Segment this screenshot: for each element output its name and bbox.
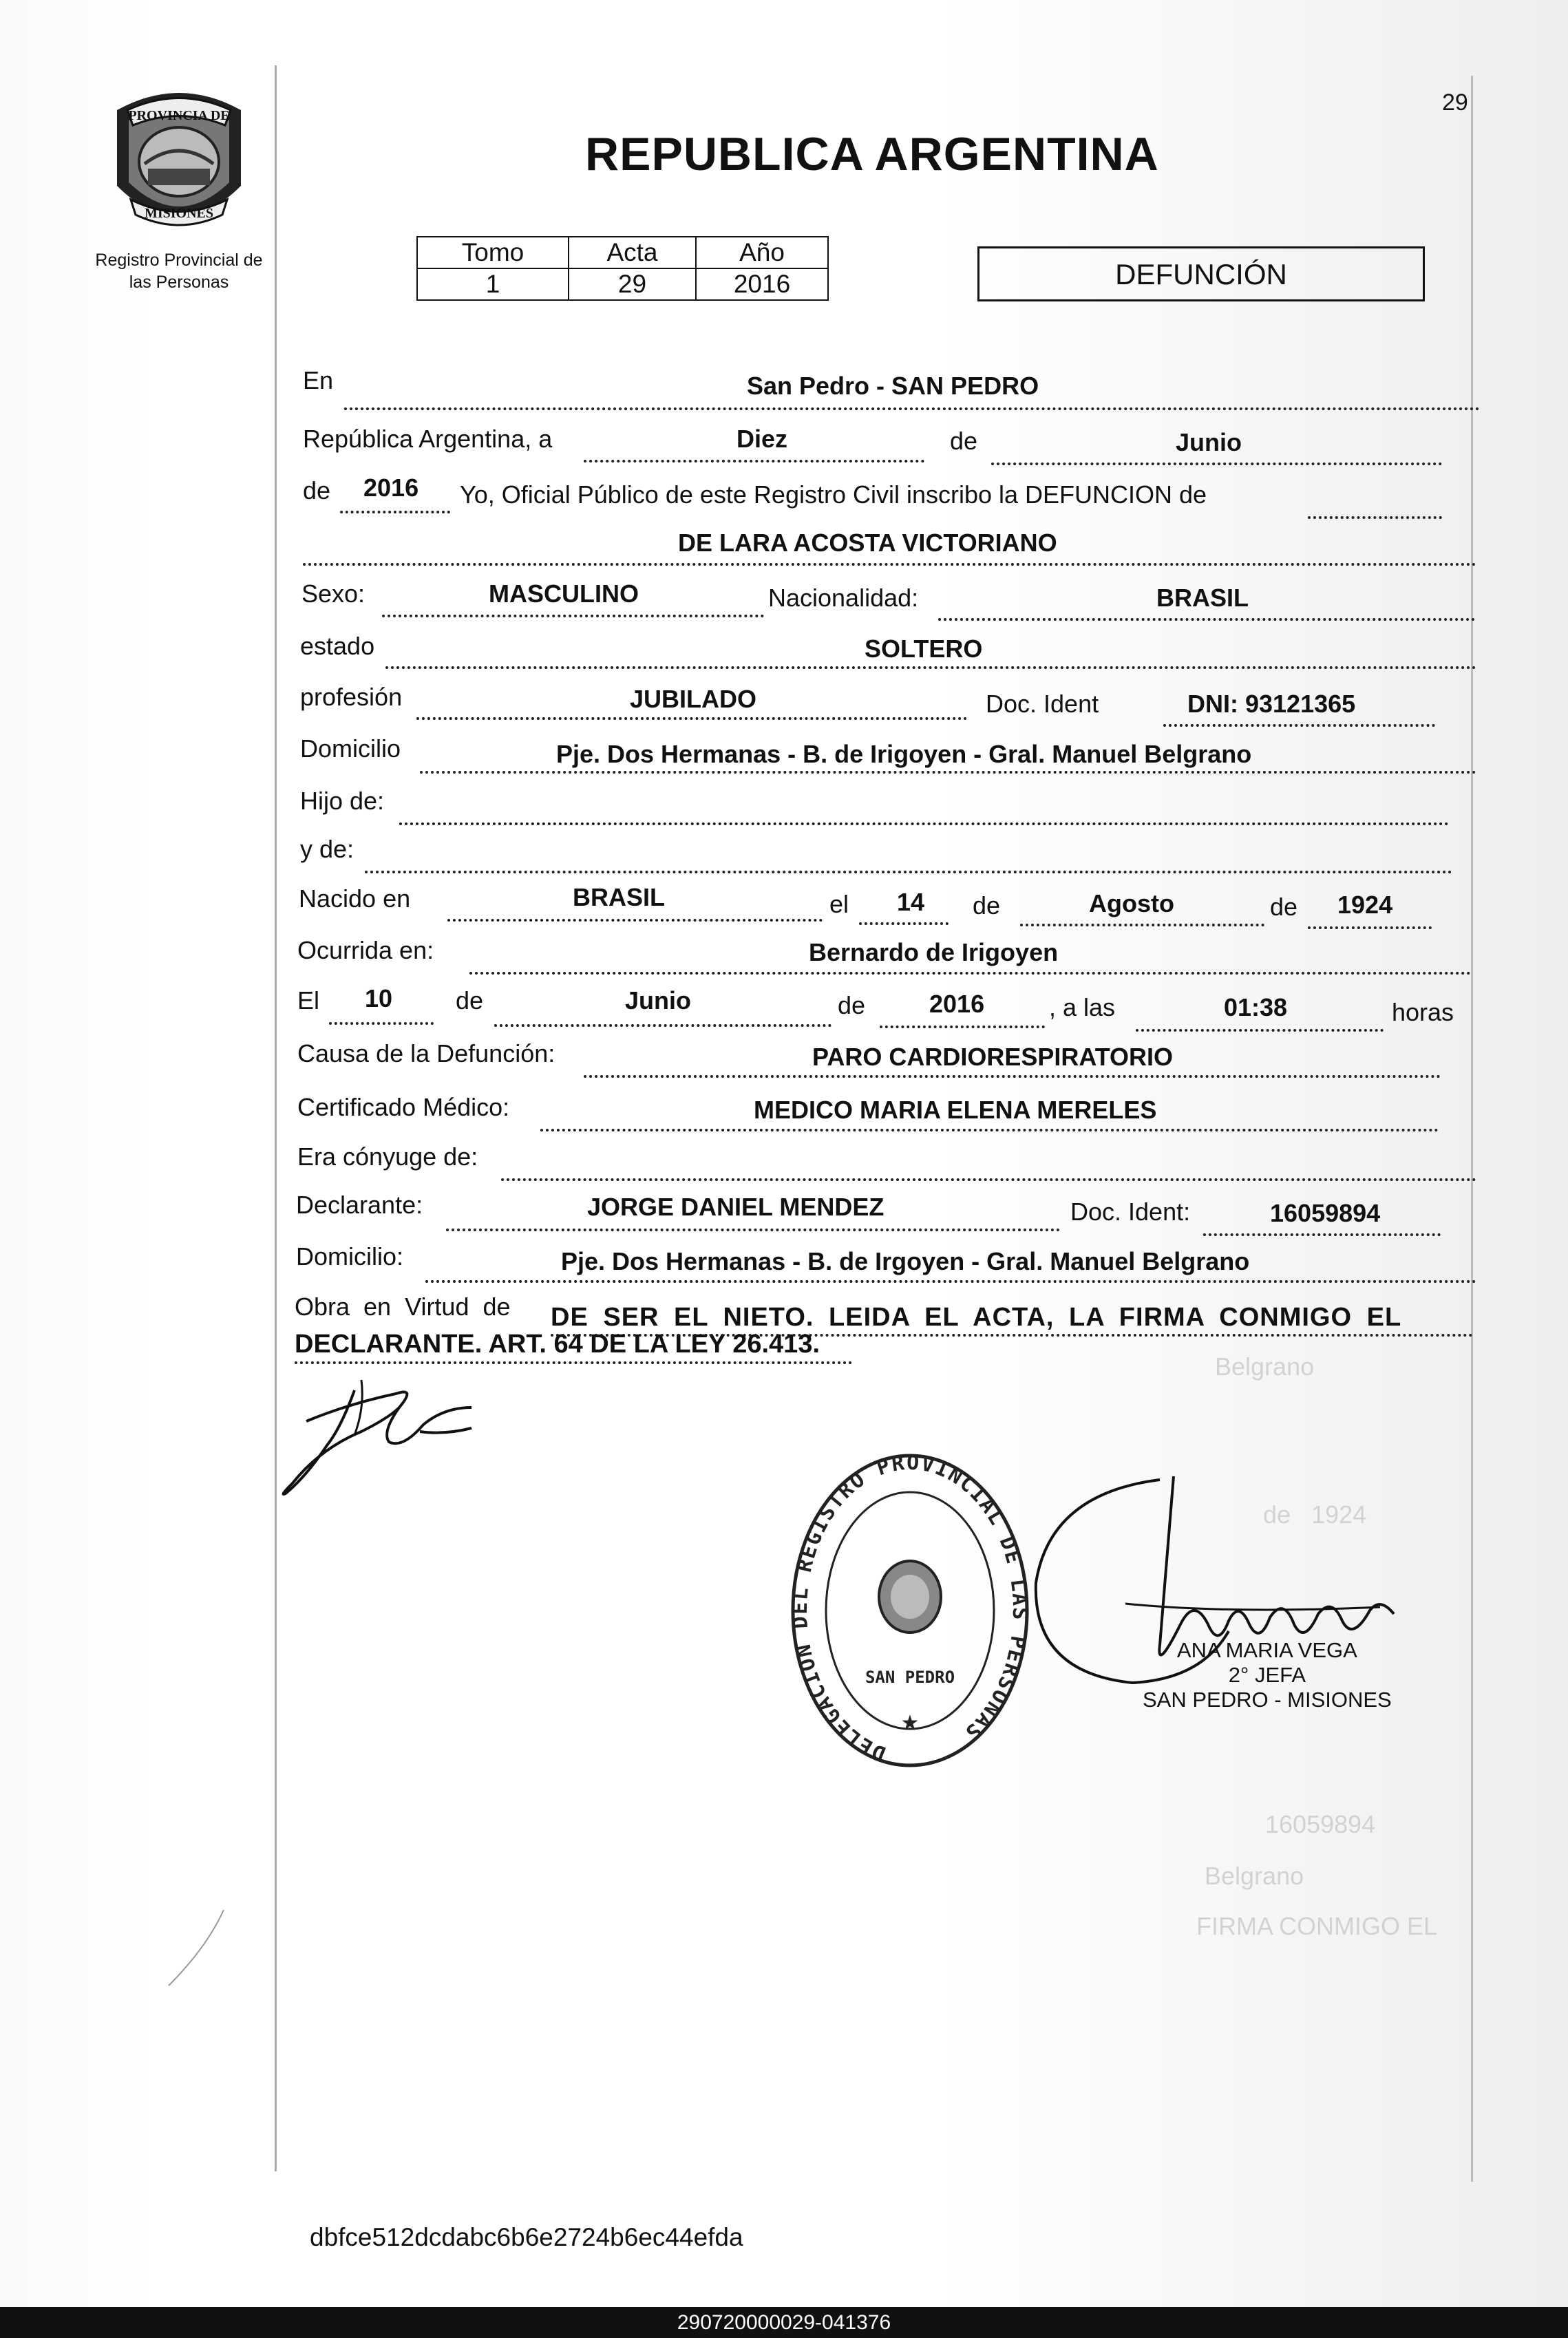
label-de-anio: de <box>303 476 331 504</box>
signatory-role: 2° JEFA <box>1228 1663 1306 1687</box>
stray-pen-mark <box>165 1906 227 1989</box>
label-sexo: Sexo: <box>301 580 365 608</box>
dotted-line <box>584 1075 1441 1078</box>
header-acta: Acta <box>569 237 696 268</box>
dotted-line <box>329 1022 434 1025</box>
right-margin-line <box>1471 76 1473 2182</box>
dotted-line <box>385 666 1476 669</box>
label-de-nac-anio: de <box>1270 893 1298 921</box>
dotted-line <box>1308 516 1442 519</box>
label-en: En <box>303 366 334 394</box>
label-el-fecha: El <box>297 986 320 1014</box>
field-causa: PARO CARDIORESPIRATORIO <box>812 1043 1174 1071</box>
label-doc-ident-declarante: Doc. Ident: <box>1070 1198 1191 1226</box>
field-domicilio: Pje. Dos Hermanas - B. de Irigoyen - Gral. Manuel Belgrano <box>556 740 1252 768</box>
field-obra-linea-1: DE SER EL NIETO. LEIDA EL ACTA, LA FIRMA CONMIGO EL <box>551 1303 1402 1332</box>
label-y-de: y de: <box>300 835 354 863</box>
dotted-line <box>425 1280 1476 1283</box>
dotted-line <box>295 1361 852 1364</box>
field-dia-letras: Diez <box>737 425 788 453</box>
value-tomo: 1 <box>417 268 569 300</box>
dotted-line <box>399 822 1449 825</box>
dotted-line <box>938 618 1475 621</box>
field-def-hora: 01:38 <box>1224 993 1288 1021</box>
dotted-line <box>501 1178 1476 1181</box>
emblem-text-bottom: MISIONES <box>144 206 214 221</box>
label-horas: horas <box>1392 998 1454 1026</box>
label-a-las: , a las <box>1049 993 1116 1021</box>
label-declarante: Declarante: <box>296 1191 423 1219</box>
value-acta: 29 <box>569 268 696 300</box>
provincial-emblem-icon <box>107 83 251 241</box>
registry-line-1: Registro Provincial de <box>95 251 263 270</box>
dotted-line <box>1136 1029 1384 1032</box>
label-ocurrida-en: Ocurrida en: <box>297 936 434 964</box>
label-de: de <box>950 427 978 455</box>
dotted-line <box>365 871 1452 873</box>
field-profesion: JUBILADO <box>630 685 757 713</box>
field-nacido-en: BRASIL <box>573 883 665 911</box>
header-tomo: Tomo <box>417 237 569 268</box>
label-obra-en-virtud: Obra en Virtud de <box>295 1293 511 1321</box>
dotted-line <box>859 922 949 925</box>
left-margin-line <box>275 65 277 2171</box>
label-doc-ident: Doc. Ident <box>986 690 1099 718</box>
field-anio: 2016 <box>363 474 419 502</box>
field-nac-mes: Agosto <box>1089 889 1174 917</box>
signatory-block <box>1143 1638 1392 1712</box>
label-nacionalidad: Nacionalidad: <box>768 584 919 612</box>
dotted-line <box>1308 926 1432 929</box>
document-hash: dbfce512dcdabc6b6e2724b6ec44efda <box>310 2223 743 2251</box>
dotted-line <box>446 1229 1060 1231</box>
label-causa: Causa de la Defunción: <box>297 1039 555 1067</box>
field-lugar: San Pedro - SAN PEDRO <box>747 372 1039 400</box>
bleed-through-text: Belgrano <box>1205 1862 1304 1890</box>
dotted-line <box>880 1025 1045 1028</box>
dotted-line <box>344 407 1480 410</box>
label-de-def-mes: de <box>456 986 484 1014</box>
header-anio: Año <box>696 237 828 268</box>
dotted-line <box>420 771 1476 774</box>
dotted-line <box>1020 924 1264 926</box>
dotted-line <box>382 615 764 617</box>
dotted-line <box>1203 1233 1441 1236</box>
emblem-text-top: PROVINCIA DE <box>128 108 230 123</box>
field-mes: Junio <box>1176 428 1242 456</box>
field-nac-anio: 1924 <box>1337 891 1393 919</box>
label-estado: estado <box>300 632 375 660</box>
bleed-through-text: 16059894 <box>1265 1810 1376 1838</box>
registry-name <box>72 249 286 293</box>
record-table-value-row <box>417 268 828 300</box>
field-estado: SOLTERO <box>865 635 983 663</box>
dotted-line <box>991 463 1442 465</box>
record-table <box>416 236 829 301</box>
label-certificado: Certificado Médico: <box>297 1093 510 1121</box>
label-domicilio: Domicilio <box>300 734 401 763</box>
dotted-line <box>584 460 924 463</box>
label-profesion: profesión <box>300 683 403 711</box>
label-el: el <box>829 890 849 918</box>
bleed-through-text: de 1924 <box>1263 1500 1367 1529</box>
dotted-line <box>303 563 1476 566</box>
dotted-line <box>494 1024 831 1027</box>
field-ocurrida-en: Bernardo de Irigoyen <box>809 938 1059 966</box>
seal-center-text: SAN PEDRO <box>865 1668 955 1687</box>
field-def-anio: 2016 <box>929 990 985 1018</box>
record-table-header-row <box>417 237 828 268</box>
label-nacido-en: Nacido en <box>299 884 411 913</box>
label-yo-oficial: Yo, Oficial Público de este Registro Civil inscribo la DEFUNCION de <box>460 480 1207 509</box>
dotted-line <box>540 1129 1439 1131</box>
registry-line-2: las Personas <box>129 273 229 292</box>
official-seal <box>785 1449 1036 1772</box>
field-obra-linea-2: DECLARANTE. ART. 64 DE LA LEY 26.413. <box>295 1330 820 1359</box>
page-number: 29 <box>1442 89 1468 116</box>
field-sexo: MASCULINO <box>489 580 639 608</box>
dotted-line <box>1163 724 1435 727</box>
document-title: REPUBLICA ARGENTINA <box>585 128 1159 180</box>
field-declarante-domicilio: Pje. Dos Hermanas - B. de Irgoyen - Gral. Manuel Belgrano <box>561 1247 1250 1275</box>
document-type-box: DEFUNCIÓN <box>977 246 1425 301</box>
signatory-office: SAN PEDRO - MISIONES <box>1143 1688 1392 1712</box>
bleed-through-text: FIRMA CONMIGO EL <box>1196 1912 1438 1940</box>
signatory-name: ANA MARIA VEGA <box>1176 1638 1357 1662</box>
field-certificado: MEDICO MARIA ELENA MERELES <box>754 1096 1157 1124</box>
dotted-line <box>340 511 450 513</box>
barcode-text: 290720000029-041376 <box>677 2311 891 2334</box>
field-declarante-doc: 16059894 <box>1270 1199 1381 1227</box>
label-de-nac-mes: de <box>973 891 1001 920</box>
field-def-mes: Junio <box>625 986 691 1014</box>
label-hijo-de: Hijo de: <box>300 787 385 815</box>
seal-ring-text: DELEGACION DEL REGISTRO PROVINCIAL DE LAS PERSONAS <box>787 1450 1032 1766</box>
label-era-conyuge: Era cónyuge de: <box>297 1143 478 1171</box>
dotted-line <box>447 919 823 922</box>
svg-text:★: ★ <box>900 1712 920 1734</box>
label-republica: República Argentina, a <box>303 425 553 453</box>
dotted-line <box>469 972 1471 975</box>
label-domicilio-declarante: Domicilio: <box>296 1242 404 1271</box>
field-nac-dia: 14 <box>897 888 925 916</box>
label-de-def-anio: de <box>838 991 866 1019</box>
value-anio: 2016 <box>696 268 828 300</box>
footer-barcode-bar <box>0 2307 1568 2338</box>
field-def-dia: 10 <box>365 984 393 1012</box>
field-nacionalidad: BRASIL <box>1156 584 1249 612</box>
declarant-signature <box>279 1366 478 1504</box>
field-declarante: JORGE DANIEL MENDEZ <box>587 1193 884 1221</box>
dotted-line <box>416 717 967 720</box>
bleed-through-text: Belgrano <box>1215 1352 1315 1381</box>
field-documento: DNI: 93121365 <box>1187 690 1356 718</box>
field-nombre: DE LARA ACOSTA VICTORIANO <box>678 529 1057 557</box>
